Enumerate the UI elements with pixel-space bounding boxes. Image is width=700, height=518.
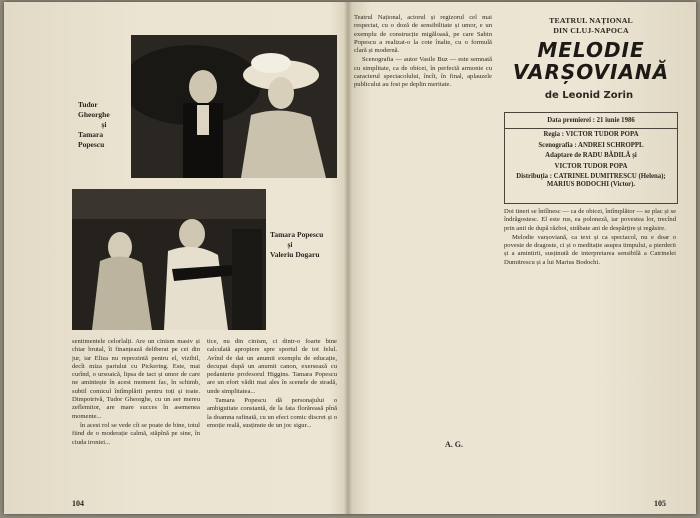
right-column (504, 208, 676, 496)
caption-name: Tamara Popescu (78, 130, 105, 149)
page-number-right: 105 (654, 499, 666, 508)
caption-name: Tudor Gheorghe (78, 100, 110, 119)
play-author: de Leonid Zorin (544, 90, 634, 101)
center-column (354, 14, 492, 436)
play-title-line-2: VARȘOVIANĂ (512, 60, 670, 84)
caption-name: Valeriu Dogaru (270, 250, 320, 259)
paragraph: tice, nu din cinism, ci dintr-o foarte bine calculată apropiere spre sportul de tot felul. Avînd de dat un anumit exemplu de educație, decupat după un anumit canon, exersează cu pedanterie profesorul Higgins. Tamara Popescu are un efort vădit mai ales în scenele de stradă, unde simplitatea... (207, 338, 337, 395)
page-number-left: 104 (72, 499, 84, 508)
photo-top-caption (78, 100, 130, 150)
caption-conj: și (101, 120, 107, 129)
theatre-city: DIN CLUJ-NAPOCA (553, 26, 629, 35)
left-column-1 (72, 338, 200, 504)
author-signature: A. G. (445, 440, 463, 449)
theatre-name: TEATRUL NAȚIONAL (549, 16, 633, 25)
crew-line: Adaptare de RADU BĂDILĂ și (545, 152, 637, 160)
crew-line: Scenografia : ANDREI SCHROPPL (538, 141, 644, 149)
caption-name: Tamara Popescu (270, 230, 324, 239)
paragraph: sentimentele celorlalți. Are un cinism masiv și chiar brutal, îi finanțează deliberat pe cei din jur, iar Eliza nu reprezintă pentru el, vizibil, decît miza pariului cu Pickering. Este, mai curînd, o ursoaică, lipsa de tact și umor de care ne amintește în acest moment fac, în schimb, subtil comicul întîmplării pentru toți și toate. Dimpotrivă, Tudor Gheorghe, cu un aer mereu zeflemitor, are mare succes în asemenea momente... (72, 338, 200, 420)
stage-photo-bottom (72, 189, 266, 330)
stage-photo-top (131, 35, 337, 178)
paragraph: Doi tineri se întîlnesc — ca de obicei, întîmplător — se plac și se îndrăgostesc. El este rus, ea poloneză, iar povestea lor, trecînd prin anii de după război, străbate ani de despărțire și regăsire. (504, 208, 676, 232)
credits-box (504, 112, 678, 204)
paragraph: Melodie varșoviană, ca text și ca spectacol, nu e doar o poveste de dragoste, ci și o meditație asupra timpului, a pierderii și a amintirii, susținută de interpretarea sensibilă a Catrinelei Dumitrescu și a lui Marius Bodochi. (504, 233, 676, 266)
magazine-spread (4, 2, 696, 514)
paragraph: în acest rol se vede cît se poate de bine, totul fiind de o moderație calmă, stăpînă pe sine, în ciuda ironiei... (72, 421, 200, 446)
divider (505, 128, 677, 129)
crew-line: Regia : VICTOR TUDOR POPA (543, 131, 639, 139)
play-title-line-1: MELODIE (537, 38, 645, 62)
paragraph: Scenografia — autor Vasile Buz — este semnată cu simplitate, ca de obicei, în perfectă armonie cu caracterul spectacolului, încît, în final, aplauzele publicului au fost pe deplin meritate. (354, 56, 492, 89)
photo-bottom-caption (270, 230, 340, 260)
paragraph: Tamara Popescu dă personajului o ambiguitate constantă, de la fata florăreasă pînă la doamna rafinată, cu un efect comic discret și o emoție reală, susținute de un joc sigur... (207, 397, 337, 429)
caption-conj: și (287, 240, 293, 249)
page-gutter (344, 2, 352, 514)
crew-line: VICTOR TUDOR POPA (554, 162, 628, 170)
crew-line: Distribuția : CATRINEL DUMITRESCU (Helena); MARIUS BODOCHI (Victor). (516, 173, 666, 189)
theatre-heading (516, 16, 666, 36)
premiere-date: Data premierei : 21 iunie 1986 (547, 117, 635, 124)
paragraph: Teatrul Național, actorul și regizorul cel mai respectat, cu o doză de sensibilitate și umor, e un exemplu de construcție migăloasă, pe care Sabin Popescu a realizat-o la cote înalte, cu o formulă clară și modernă. (354, 14, 492, 55)
left-column-2 (207, 338, 337, 504)
